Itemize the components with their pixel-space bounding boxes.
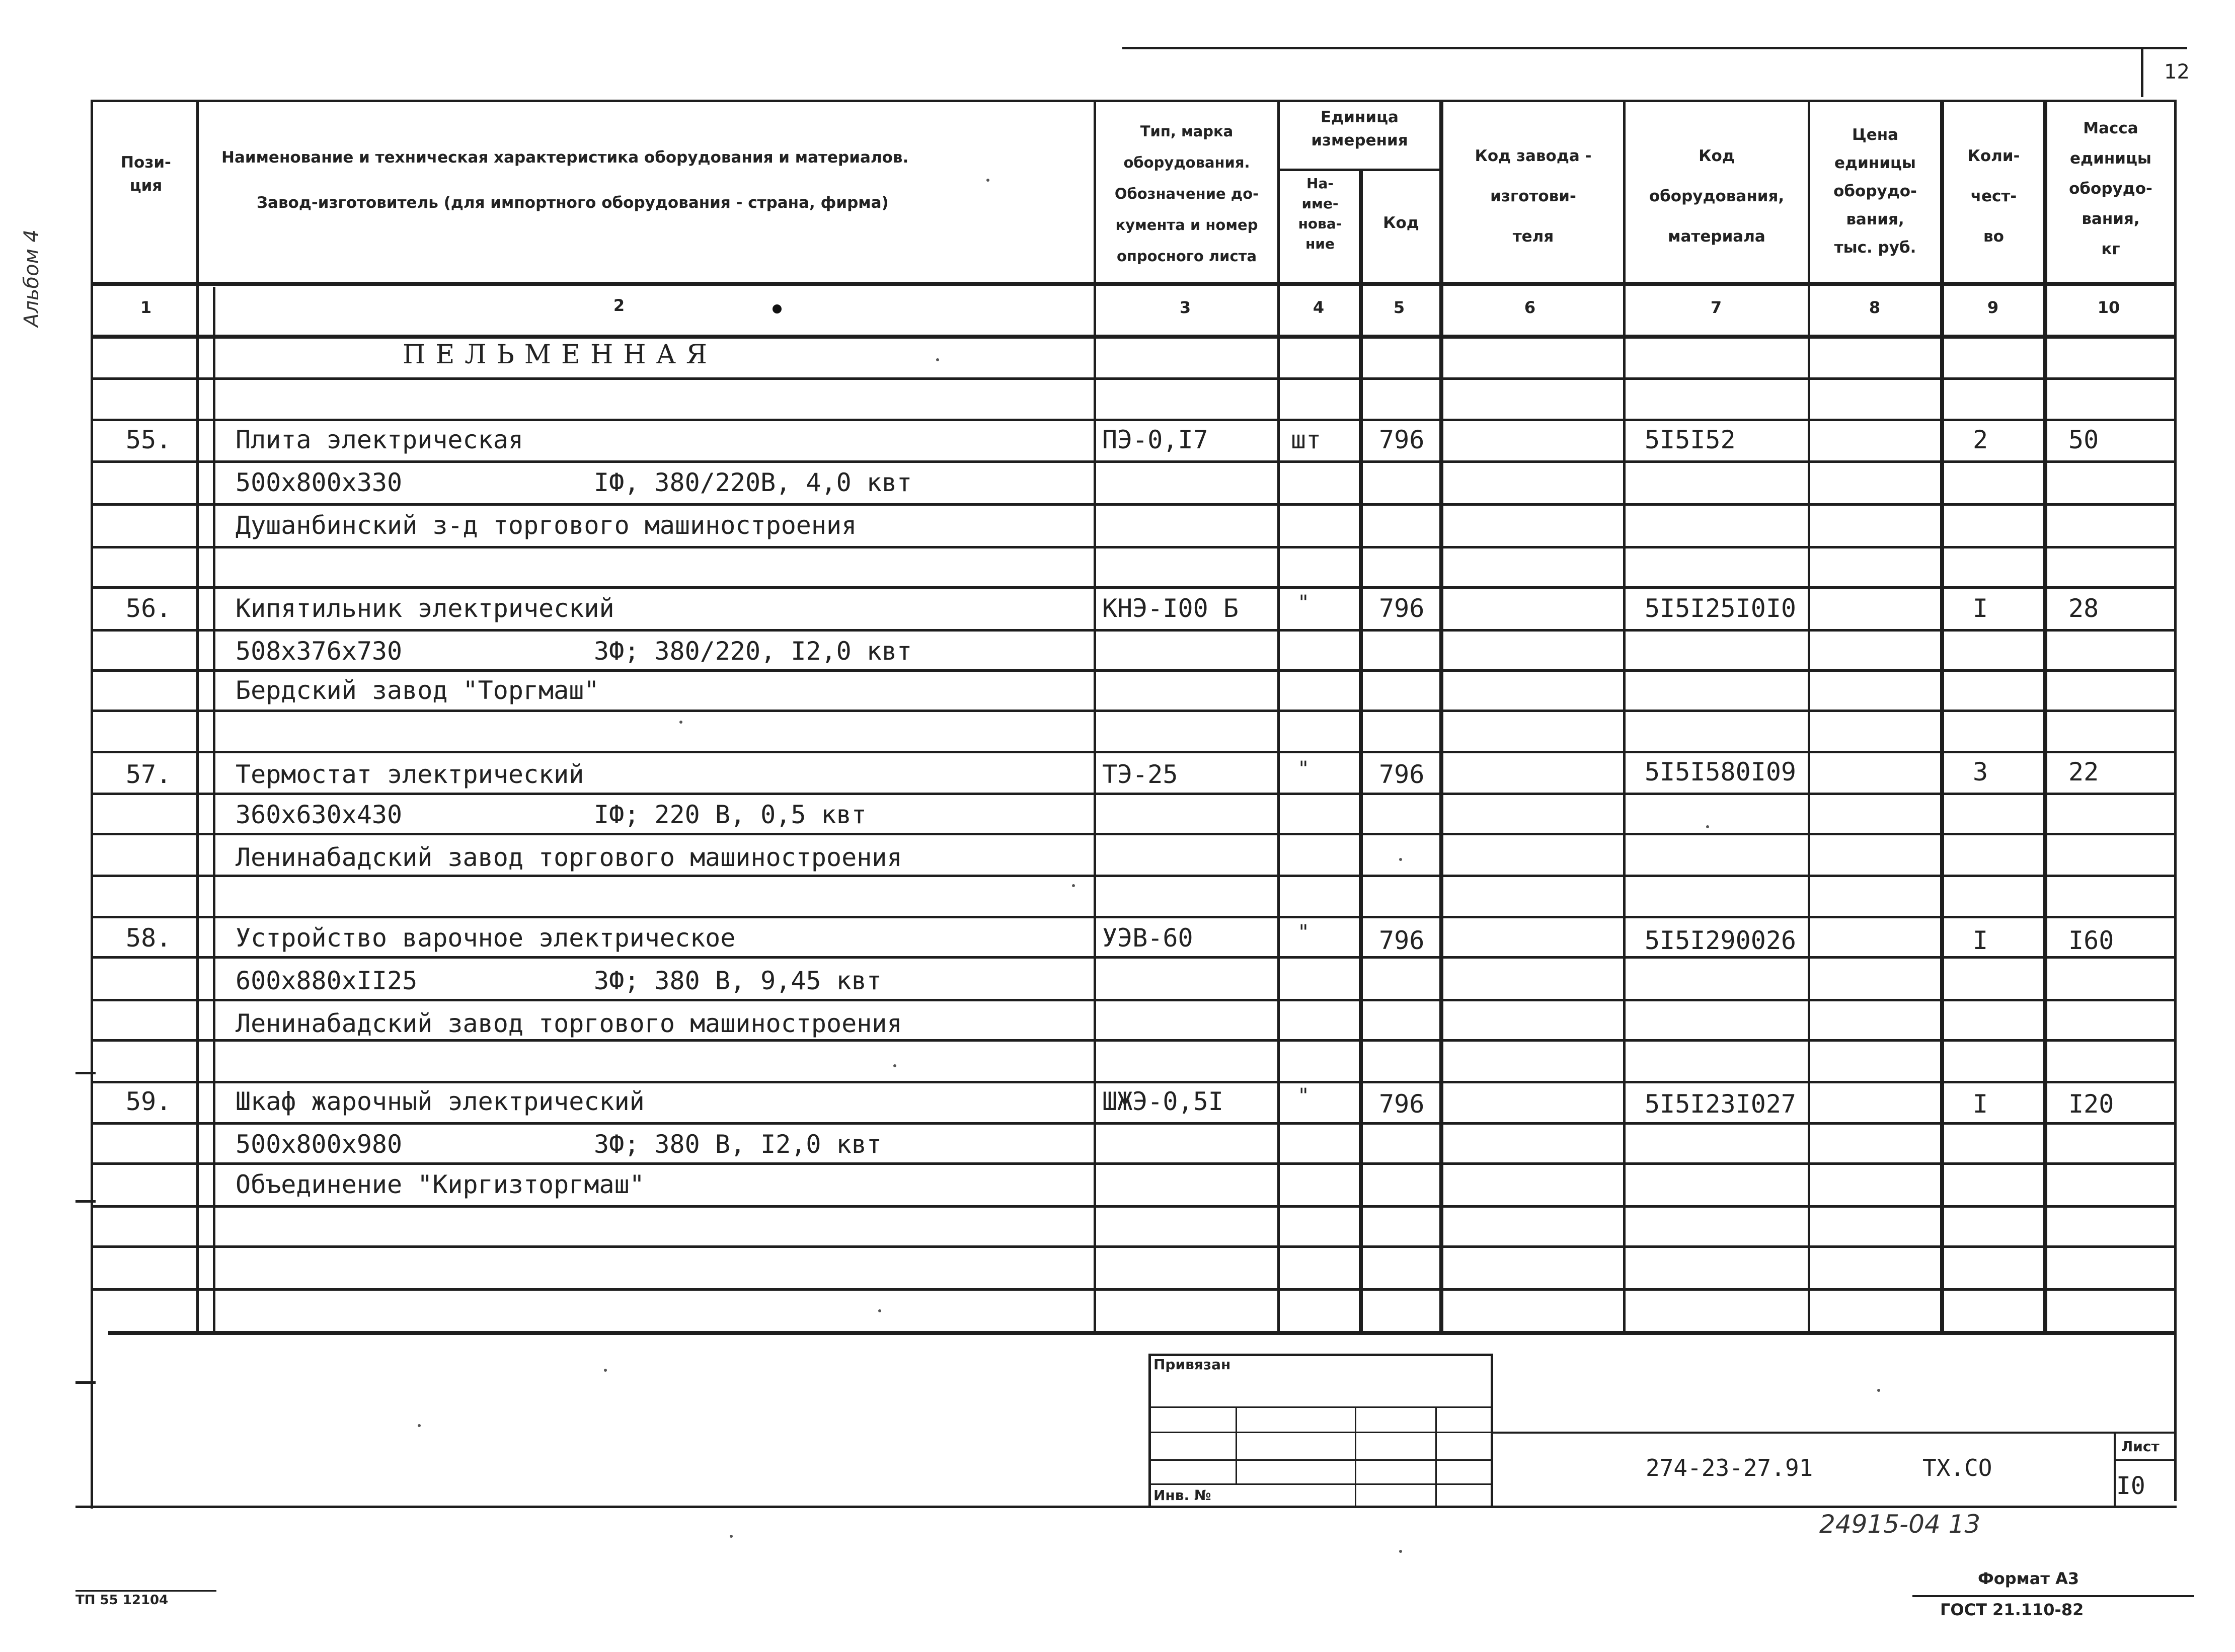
side-mark-3	[75, 1381, 96, 1384]
item-name: Плита электрическая	[236, 425, 523, 454]
row-line	[91, 460, 2177, 463]
item-equip-code: 5I5I25I0I0	[1645, 594, 1797, 623]
stamp-sheet-label: Лист	[2121, 1438, 2160, 1455]
item-unit: "	[1297, 757, 1310, 780]
item-qty: 3	[1973, 757, 1988, 786]
stamp-grid-line	[1355, 1406, 1356, 1507]
stamp-sheet-left	[2114, 1432, 2116, 1507]
stamp-grid-line	[1236, 1406, 1237, 1484]
bottom-gost-line	[1912, 1595, 2194, 1597]
item-dimensions: 508х376х730	[236, 637, 403, 666]
item-spec: IФ, 380/220В, 4,0 квт	[594, 468, 912, 497]
item-spec: 3Ф; 380/220, I2,0 квт	[594, 637, 912, 666]
header-name-line1: Наименование и техническая характеристика оборудования и материалов.	[221, 148, 909, 167]
item-equip-code: 5I5I290026	[1645, 926, 1797, 955]
stamp-attached-label: Привязан	[1153, 1356, 1231, 1373]
row-line	[91, 503, 2177, 506]
scan-speck	[1399, 1550, 1402, 1553]
row-line	[91, 999, 2177, 1001]
header-mass: Масса единицы оборудо- вания, кг	[2069, 119, 2152, 258]
stamp-main-top	[1491, 1432, 2175, 1434]
row-line	[91, 1245, 2177, 1248]
bottom-left-line	[75, 1590, 216, 1592]
item-maker: Ленинабадский завод торгового машиностроения	[236, 1009, 902, 1038]
header-price: Цена единицы оборудо- вания, тыс. руб.	[1833, 126, 1917, 257]
unit-subheader-line	[1277, 169, 1439, 171]
item-maker: Бердский завод "Торгмаш"	[236, 676, 599, 705]
side-mark-2	[75, 1200, 96, 1203]
item-unit-code: 796	[1379, 760, 1425, 789]
item-equip-code: 5I5I52	[1645, 425, 1736, 454]
page-corner-number: 12	[2164, 60, 2190, 84]
frame-top	[1122, 47, 2187, 49]
numbers-bottom	[91, 335, 2177, 339]
colnum-2: 2	[613, 296, 625, 315]
scan-speck	[1877, 1389, 1880, 1392]
frame-right-corner	[2141, 47, 2143, 97]
colnum-7: 7	[1710, 298, 1722, 317]
row-line	[91, 1081, 2177, 1083]
stamp-grid-line	[1148, 1483, 1493, 1485]
scan-speck	[418, 1424, 421, 1427]
scan-speck	[936, 358, 939, 361]
stamp-sheet-mid	[2114, 1459, 2175, 1461]
item-maker: Ленинабадский завод торгового машиностроения	[236, 843, 902, 872]
row-line	[91, 793, 2177, 795]
side-mark-1	[75, 1072, 96, 1074]
item-unit: "	[1297, 1084, 1310, 1108]
row-line	[91, 916, 2177, 918]
row-line	[91, 875, 2177, 877]
row-line	[91, 669, 2177, 672]
stamp-grid-line	[1435, 1406, 1437, 1507]
side-album-note: Альбом 4	[20, 229, 43, 327]
header-name-line2: Завод-изготовитель (для импортного оборудования - страна, фирма)	[257, 194, 889, 212]
footer-gost: ГОСТ 21.110-82	[1940, 1600, 2084, 1619]
header-bottom	[91, 282, 2177, 286]
colnum-6: 6	[1524, 298, 1536, 317]
item-position: 56.	[126, 594, 172, 623]
item-unit-code: 796	[1379, 594, 1425, 623]
item-type: ШЖЭ-0,5I	[1102, 1087, 1223, 1116]
colnum-3: 3	[1179, 298, 1191, 317]
frame-right	[2174, 100, 2177, 1501]
header-qty: Коли- чест- во	[1967, 147, 2020, 246]
row-line	[91, 751, 2177, 753]
item-qty: I	[1973, 926, 1988, 955]
table-bottom	[108, 1331, 2177, 1335]
stamp-sheet-number: I0	[2116, 1472, 2145, 1500]
item-unit-code: 796	[1379, 425, 1425, 454]
item-name: Устройство варочное электрическое	[236, 923, 736, 953]
footer-left-code: ТП 55 12104	[75, 1593, 169, 1608]
item-equip-code: 5I5I580I09	[1645, 757, 1797, 786]
stamp-grid-line	[1148, 1406, 1493, 1408]
item-dimensions: 600х880хII25	[236, 966, 418, 995]
row-line	[91, 1205, 2177, 1208]
scan-speck	[679, 721, 682, 724]
stamp-doc-suffix: ТХ.СО	[1922, 1454, 1992, 1481]
stamp-handwritten-number: 24915-04 13	[1819, 1510, 1981, 1539]
row-line	[91, 833, 2177, 835]
row-line	[91, 377, 2177, 380]
stamp-grid-line	[1148, 1459, 1493, 1461]
row-line	[91, 1122, 2177, 1125]
header-unit-code: Код	[1383, 214, 1419, 232]
row-line	[91, 1162, 2177, 1165]
header-equip-code: Код оборудования, материала	[1649, 147, 1785, 246]
scan-speck	[1072, 884, 1075, 887]
item-position: 55.	[126, 425, 172, 454]
item-mass: 22	[2068, 757, 2099, 786]
section-title: ПЕЛЬМЕННАЯ	[403, 340, 718, 370]
header-unit: Единица измерения	[1311, 108, 1408, 149]
item-unit-code: 796	[1379, 1089, 1425, 1119]
item-name: Термостат электрический	[236, 760, 584, 789]
row-line	[91, 1039, 2177, 1042]
item-mass: 50	[2068, 425, 2099, 454]
colnum-9: 9	[1987, 298, 1999, 317]
scan-speck	[893, 1064, 896, 1067]
item-equip-code: 5I5I23I027	[1645, 1089, 1797, 1119]
item-dimensions: 360х630х430	[236, 800, 403, 829]
stamp-grid-line	[1148, 1432, 1493, 1433]
scan-speck	[878, 1309, 881, 1312]
item-maker: Душанбинский з-д торгового машиностроения	[236, 511, 857, 540]
row-line	[91, 710, 2177, 712]
item-unit: шт	[1291, 425, 1322, 454]
header-position: Пози- ция	[121, 153, 171, 195]
row-line	[91, 956, 2177, 959]
item-name: Кипятильник электрический	[236, 594, 614, 623]
scan-speck	[1706, 825, 1709, 828]
row-line	[91, 419, 2177, 421]
colnum-4: 4	[1313, 298, 1325, 317]
colnum-1: 1	[140, 298, 152, 317]
item-qty: 2	[1973, 425, 1988, 454]
colnum-5: 5	[1393, 298, 1405, 317]
row-line	[91, 1288, 2177, 1291]
item-position: 57.	[126, 760, 172, 789]
scan-speck	[986, 179, 989, 182]
item-unit-code: 796	[1379, 926, 1425, 955]
frame-bottom	[75, 1506, 2177, 1508]
header-bullet	[773, 304, 782, 313]
col-line-3	[213, 287, 215, 1332]
item-type: УЭВ-60	[1102, 923, 1193, 953]
colnum-8: 8	[1869, 298, 1881, 317]
item-type: КНЭ-I00 Б	[1102, 594, 1239, 623]
stamp-doc-code: 274-23-27.91	[1646, 1454, 1813, 1481]
item-unit: "	[1297, 591, 1310, 614]
row-line	[91, 586, 2177, 589]
item-unit: "	[1297, 921, 1310, 944]
header-unit-name: На- име- нова- ние	[1298, 175, 1342, 252]
item-mass: I20	[2068, 1089, 2114, 1119]
footer-format: Формат А3	[1978, 1569, 2079, 1588]
item-spec: 3Ф; 380 В, 9,45 квт	[594, 966, 882, 995]
item-type: ПЭ-0,I7	[1102, 425, 1208, 454]
scan-speck	[604, 1369, 607, 1372]
frame-left	[91, 100, 93, 1509]
row-line	[91, 546, 2177, 548]
row-line	[91, 629, 2177, 632]
item-dimensions: 500х800х980	[236, 1130, 403, 1159]
header-type: Тип, марка оборудования. Обозначение до- кумента и номер опросного листа	[1114, 123, 1259, 265]
item-spec: IФ; 220 В, 0,5 квт	[594, 800, 867, 829]
item-qty: I	[1973, 1089, 1988, 1119]
item-position: 58.	[126, 923, 172, 953]
colnum-10: 10	[2097, 298, 2120, 317]
item-mass: I60	[2068, 926, 2114, 955]
stamp-inv-label: Инв. №	[1153, 1487, 1211, 1504]
scan-speck	[730, 1535, 733, 1538]
table-top	[91, 100, 2177, 102]
item-maker: Объединение "Киргизторгмаш"	[236, 1170, 645, 1199]
item-type: ТЭ-25	[1102, 760, 1178, 789]
item-position: 59.	[126, 1087, 172, 1116]
item-mass: 28	[2068, 594, 2099, 623]
item-spec: 3Ф; 380 В, I2,0 квт	[594, 1130, 882, 1159]
item-qty: I	[1973, 594, 1988, 623]
header-maker-code: Код завода - изготови- теля	[1475, 147, 1592, 246]
item-dimensions: 500х800х330	[236, 468, 403, 497]
scan-speck	[1399, 858, 1402, 861]
item-name: Шкаф жарочный электрический	[236, 1087, 645, 1116]
